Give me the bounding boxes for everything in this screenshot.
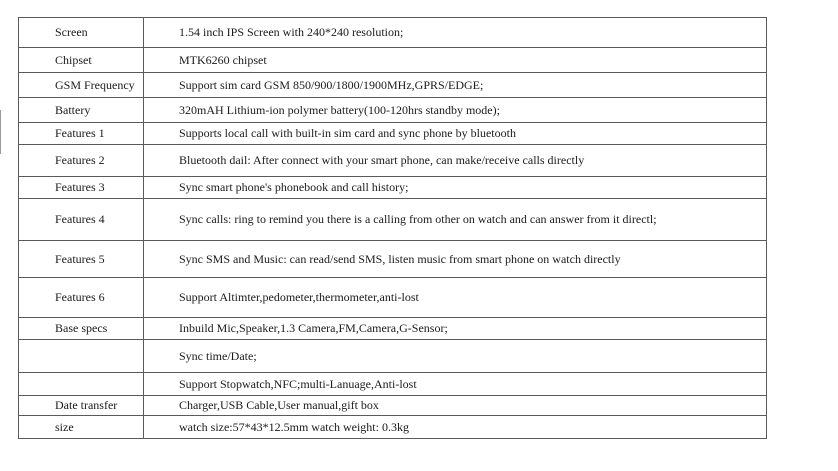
table-row bbox=[19, 18, 767, 48]
spec-value: Sync calls: ring to remind you there is a calling from other on watch and can answer from it directl; bbox=[144, 199, 767, 241]
spec-label: size bbox=[19, 416, 144, 439]
table-row bbox=[19, 373, 767, 396]
spec-label: Features 1 bbox=[19, 123, 144, 145]
spec-label: GSM Frequency bbox=[19, 73, 144, 98]
table-row bbox=[19, 73, 767, 98]
table-row bbox=[19, 416, 767, 439]
spec-value: Supports local call with built-in sim card and sync phone by bluetooth bbox=[144, 123, 767, 145]
table-row bbox=[19, 98, 767, 123]
spec-value: MTK6260 chipset bbox=[144, 48, 767, 73]
spec-value: Inbuild Mic,Speaker,1.3 Camera,FM,Camera,G-Sensor; bbox=[144, 318, 767, 340]
spec-value: watch size:57*43*12.5mm watch weight: 0.3kg bbox=[144, 416, 767, 439]
spec-label: Battery bbox=[19, 98, 144, 123]
spec-label: Features 6 bbox=[19, 278, 144, 318]
spec-value: Sync time/Date; bbox=[144, 340, 767, 373]
spec-label: Date transfer bbox=[19, 396, 144, 416]
spec-label bbox=[19, 373, 144, 396]
spec-value: Bluetooth dail: After connect with your smart phone, can make/receive calls directly bbox=[144, 145, 767, 177]
spec-value: Sync SMS and Music: can read/send SMS, listen music from smart phone on watch directly bbox=[144, 241, 767, 278]
table-row bbox=[19, 241, 767, 278]
spec-label: Base specs bbox=[19, 318, 144, 340]
spec-label: Features 5 bbox=[19, 241, 144, 278]
spec-label: Features 2 bbox=[19, 145, 144, 177]
spec-table bbox=[18, 17, 767, 439]
table-row bbox=[19, 340, 767, 373]
spec-label: Screen bbox=[19, 18, 144, 48]
table-row bbox=[19, 278, 767, 318]
spec-label: Features 4 bbox=[19, 199, 144, 241]
page-edge-divider bbox=[0, 110, 1, 154]
spec-value: Support Stopwatch,NFC;multi-Lanuage,Anti-lost bbox=[144, 373, 767, 396]
spec-value: 320mAH Lithium-ion polymer battery(100-120hrs standby mode); bbox=[144, 98, 767, 123]
table-row bbox=[19, 145, 767, 177]
table-row bbox=[19, 48, 767, 73]
spec-label bbox=[19, 340, 144, 373]
table-row bbox=[19, 199, 767, 241]
table-row bbox=[19, 177, 767, 199]
spec-value: Charger,USB Cable,User manual,gift box bbox=[144, 396, 767, 416]
table-row bbox=[19, 123, 767, 145]
spec-value: Sync smart phone's phonebook and call history; bbox=[144, 177, 767, 199]
spec-value: Support Altimter,pedometer,thermometer,anti-lost bbox=[144, 278, 767, 318]
table-row bbox=[19, 318, 767, 340]
spec-label: Features 3 bbox=[19, 177, 144, 199]
spec-value: 1.54 inch IPS Screen with 240*240 resolution; bbox=[144, 18, 767, 48]
spec-label: Chipset bbox=[19, 48, 144, 73]
table-row bbox=[19, 396, 767, 416]
spec-value: Support sim card GSM 850/900/1800/1900MHz,GPRS/EDGE; bbox=[144, 73, 767, 98]
